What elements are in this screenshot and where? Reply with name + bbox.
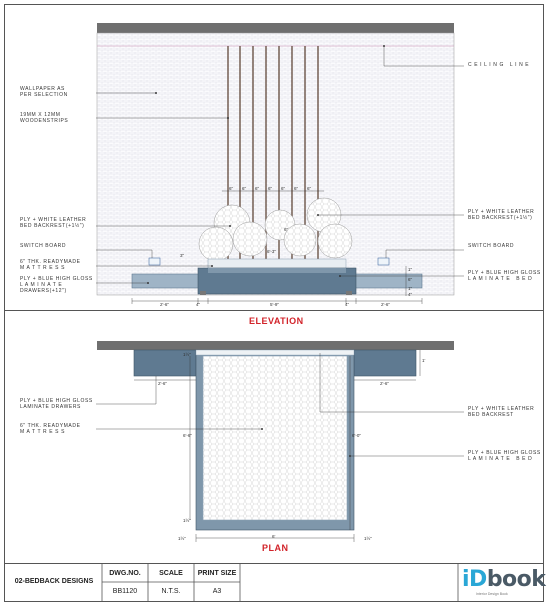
dim-plan-top-gap: 1½" (183, 352, 191, 357)
dim-plan-length-right: 6'-0" (352, 433, 361, 438)
dim-strip-4: 6" (268, 186, 273, 191)
print-size-value: A3 (212, 588, 222, 595)
dim-side-2: 6" (408, 277, 413, 282)
switch-board-right (378, 258, 389, 265)
dim-plan-width: 6' (272, 534, 276, 539)
dim-strip-6: 6" (294, 186, 299, 191)
dim-plan-corner-left: 1½" (178, 536, 186, 541)
plan-mattress (203, 356, 347, 520)
label-ceiling-line: C E I L I N G L I N E (468, 62, 530, 68)
elevation-ceiling-slab (97, 23, 454, 33)
label-plan-bed: PLY + BLUE HIGH GLOSS L A M I N A T E B E D (468, 450, 541, 462)
plan-view (96, 341, 464, 542)
dim-bottom-5: 2'-6" (381, 302, 390, 307)
scale-label: SCALE (159, 570, 183, 577)
dim-strip-3: 6" (255, 186, 260, 191)
dim-strip-2: 6" (242, 186, 247, 191)
plan-title: PLAN (262, 543, 289, 553)
label-switch-board-left: SWITCH BOARD (20, 243, 67, 249)
switch-board-left (149, 258, 160, 265)
plan-backrest (196, 350, 354, 355)
drawing-name: 02-BEDBACK DESIGNS (14, 578, 94, 585)
label-mattress: 6" THK. READYMADE M A T T R E S S (20, 259, 81, 271)
dim-bottom-4: 4" (345, 302, 350, 307)
dim-side-3: 1" (408, 286, 413, 291)
dim-bottom-2: 4" (196, 302, 201, 307)
dim-strip-7: 6" (307, 186, 312, 191)
dim-backrest-inner: 6" (284, 227, 289, 232)
logo-suffix: book (486, 567, 546, 592)
dim-plan-length: 6'-6" (183, 433, 192, 438)
elevation-title: ELEVATION (249, 316, 304, 326)
dim-plan-top-left: 2'-6" (158, 381, 167, 386)
dim-backrest-height: 6'-3" (267, 249, 276, 254)
elevation-wallpaper (97, 33, 454, 295)
label-plan-drawers: PLY + BLUE HIGH GLOSS LAMINATE DRAWERS (20, 398, 93, 410)
label-drawers: PLY + BLUE HIGH GLOSS L A M I N A T E DRAWERS(+12") (20, 276, 93, 294)
label-wooden-strips: 19MM X 12MM WOODENSTRIPS (20, 112, 69, 124)
dim-plan-bottom-gap: 1½" (183, 518, 191, 523)
idbook-logo (462, 567, 546, 599)
dim-plan-top-right: 2'-6" (380, 381, 389, 386)
logo-tagline: Interior Design Book (476, 592, 508, 596)
dim-side-4: 4" (408, 292, 413, 297)
dim-strip-1: 6" (229, 186, 234, 191)
label-plan-mattress: 6" THK. READYMADE M A T T R E S S (20, 423, 81, 435)
elevation-mattress (208, 259, 346, 269)
elevation-view (96, 23, 464, 304)
label-switch-board-right: SWITCH BOARD (468, 243, 515, 249)
label-backrest-left: PLY + WHITE LEATHER BED BACKREST(+1½") (20, 217, 87, 229)
dim-side-1: 1" (408, 267, 413, 272)
dim-bottom-1: 2'-6" (160, 302, 169, 307)
dim-bottom-3: 5'-9" (270, 302, 279, 307)
label-plan-backrest: PLY + WHITE LEATHER BED BACKREST (468, 406, 535, 418)
label-backrest-right: PLY + WHITE LEATHER BED BACKREST(+1½") (468, 209, 535, 221)
dim-strip-5: 6" (281, 186, 286, 191)
scale-value: N.T.S. (161, 588, 181, 595)
print-size-label: PRINT SIZE (197, 570, 237, 577)
plan-ceiling-wall (97, 341, 454, 350)
plan-drawer-right (354, 350, 416, 376)
logo-prefix: iD (462, 567, 487, 592)
elevation-drawer-left (132, 274, 208, 288)
dim-plan-corner-right: 1½" (364, 536, 372, 541)
dwg-no-label: DWG.NO. (109, 570, 141, 577)
dwg-no-value: BB1120 (112, 588, 138, 595)
dim-plan-side-depth: 1' (422, 358, 426, 363)
label-wallpaper: WALLPAPER AS PER SELECTION (20, 86, 68, 98)
label-bed-right: PLY + BLUE HIGH GLOSS L A M I N A T E B E D (468, 270, 541, 282)
dim-switch-offset: 3" (180, 253, 185, 258)
